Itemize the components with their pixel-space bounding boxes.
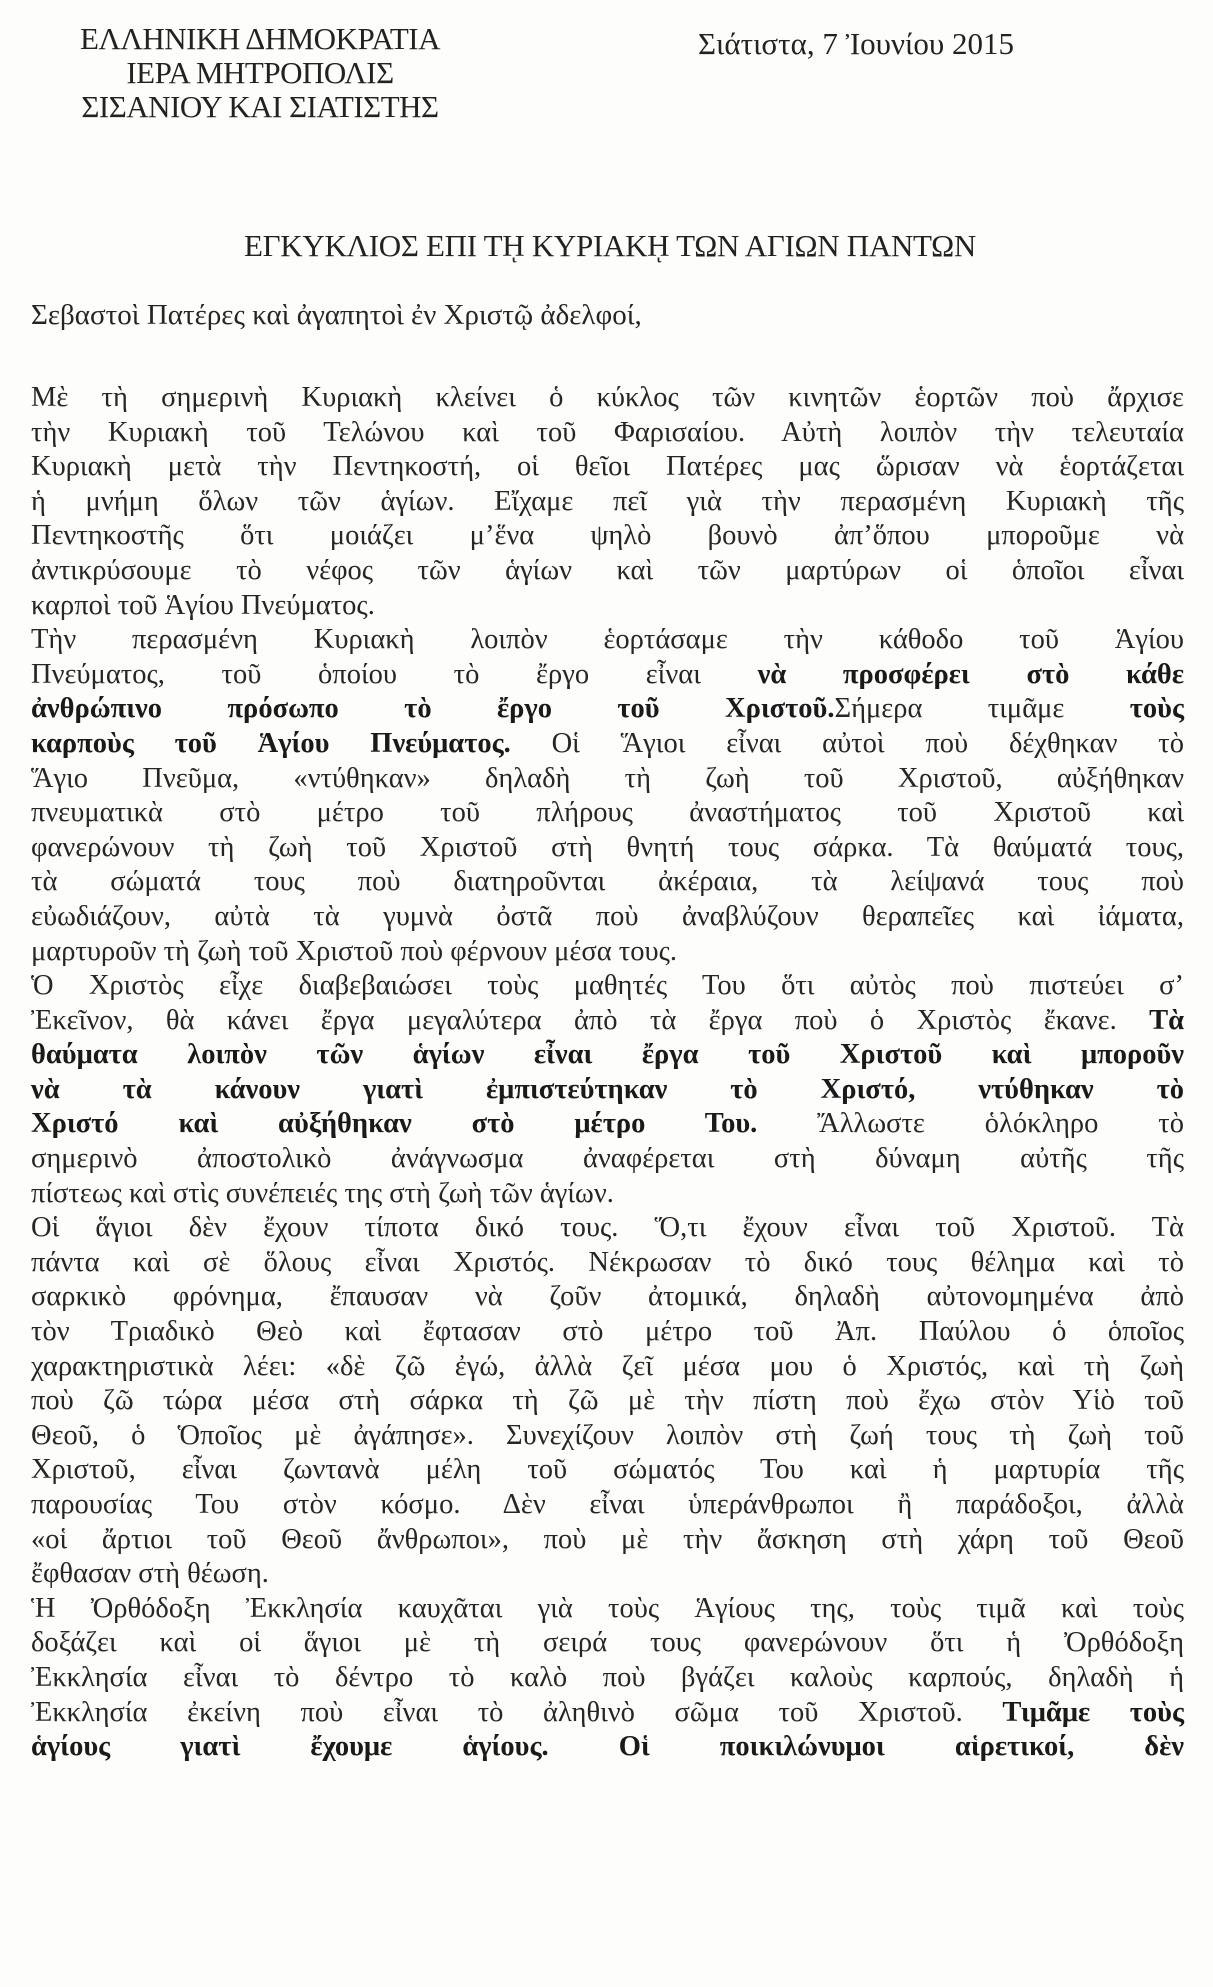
- body-line: [31, 519, 1184, 554]
- body-line: [31, 1453, 1184, 1488]
- issuer-line-diocese: ΣΙΣΑΝΙΟΥ ΚΑΙ ΣΙΑΤΙΣΤΗΣ: [81, 89, 439, 124]
- body-text: σημερινὸ ἀποστολικὸ ἀνάγνωσμα ἀναφέρεται στὴ δύναμη αὐτῆς τῆς: [31, 1143, 1184, 1175]
- body-text: Ἡ Ὀρθόδοξη Ἐκκλησία καυχᾶται γιὰ τοὺς Ἁγίους της, τοὺς τιμᾶ καὶ τοὺς: [31, 1592, 1184, 1624]
- body-text: ἔφθασαν στὴ θέωση.: [31, 1558, 269, 1590]
- body-line: [31, 1557, 1184, 1592]
- body-text: παρουσίας Του στὸν κόσμο. Δὲν εἶναι ὑπεράνθρωποι ἢ παράδοξοι, ἀλλὰ: [31, 1489, 1184, 1520]
- body-text: Σήμερα τιμᾶμε: [834, 693, 1130, 725]
- body-line: [31, 1211, 1184, 1246]
- body-text: «οἱ ἄρτιοι τοῦ Θεοῦ ἄνθρωποι», ποὺ μὲ τὴν ἄσκηση στὴ χάρη τοῦ Θεοῦ: [31, 1523, 1184, 1555]
- body-line: [31, 450, 1184, 485]
- body-line: [31, 1488, 1184, 1523]
- body-line: [31, 865, 1184, 900]
- body-text: Ἅγιο Πνεῦμα, «ντύθηκαν» δηλαδὴ τὴ ζωὴ τοῦ Χριστοῦ, αὐξήθηκαν: [31, 762, 1184, 794]
- body-text: Πνεύματος, τοῦ ὁποίου τὸ ἔργο εἶναι: [31, 658, 758, 690]
- body-line: [31, 623, 1184, 658]
- body-line: [31, 416, 1184, 451]
- body-text: τὴν Κυριακὴ τοῦ Τελώνου καὶ τοῦ Φαρισαίου. Αὐτὴ λοιπὸν τὴν τελευταία: [31, 416, 1184, 448]
- emphasis-text: νὰ προσφέρει στὸ κάθε: [757, 658, 1184, 690]
- body-text: Ἄλλωστε ὁλόκληρο τὸ: [757, 1108, 1184, 1140]
- body-line: [31, 1696, 1184, 1731]
- body-line: [31, 1384, 1184, 1419]
- body-line: [31, 1107, 1184, 1142]
- body-line: [31, 1038, 1184, 1073]
- body-text: Ἐκκλησία ἐκείνη ποὺ εἶναι τὸ ἀληθινὸ σῶμα τοῦ Χριστοῦ.: [31, 1696, 1003, 1728]
- body-text: εὐωδιάζουν, αὐτὰ τὰ γυμνὰ ὀστᾶ ποὺ ἀναβλύζουν θεραπεῖες καὶ ἰάματα,: [31, 900, 1184, 932]
- body-line: [31, 1626, 1184, 1661]
- body-line: [31, 381, 1184, 416]
- body-line: [31, 900, 1184, 935]
- body-text: σαρκικὸ φρόνημα, ἔπαυσαν νὰ ζοῦν ἀτομικά, δηλαδὴ αὐτονομημένα ἀπὸ: [31, 1281, 1184, 1313]
- emphasis-text: νὰ τὰ κάνουν γιατὶ ἐμπιστεύτηκαν τὸ Χριστό, ντύθηκαν τὸ: [31, 1073, 1184, 1105]
- issuer-header: [40, 22, 480, 124]
- body-text: Χριστοῦ, εἶναι ζωντανὰ μέλη τοῦ σώματός Του καὶ ἡ μαρτυρία τῆς: [31, 1454, 1184, 1486]
- emphasis-text: Τιμᾶμε τοὺς: [1002, 1696, 1184, 1728]
- emphasis-text: ἀνθρώπινο πρόσωπο τὸ ἔργο τοῦ Χριστοῦ.: [31, 693, 835, 725]
- body-text: Θεοῦ, ὁ Ὁποῖος μὲ ἀγάπησε». Συνεχίζουν λοιπὸν στὴ ζωή τους τὴ ζωὴ τοῦ: [31, 1419, 1184, 1451]
- body-line: [31, 692, 1184, 727]
- body-line: [31, 1177, 1184, 1212]
- body-line: [31, 727, 1184, 762]
- body-text: Ἐκκλησία εἶναι τὸ δέντρο τὸ καλὸ ποὺ βγάζει καλοὺς καρπούς, δηλαδὴ ἡ: [31, 1661, 1184, 1693]
- body-line: [31, 796, 1184, 831]
- body-text: ἀντικρύσουμε τὸ νέφος τῶν ἁγίων καὶ τῶν μαρτύρων οἱ ὁποῖοι εἶναι: [31, 554, 1184, 586]
- issuer-line-country: ΕΛΛΗΝΙΚΗ ΔΗΜΟΚΡΑΤΙΑ: [79, 21, 441, 56]
- body-text: Τὴν περασμένη Κυριακὴ λοιπὸν ἑορτάσαμε τὴν κάθοδο τοῦ Ἁγίου: [31, 624, 1184, 656]
- body-line: [31, 762, 1184, 797]
- body-text: Μὲ τὴ σημερινὴ Κυριακὴ κλείνει ὁ κύκλος τῶν κινητῶν ἑορτῶν ποὺ ἄρχισε: [31, 382, 1184, 413]
- body-text: φανερώνουν τὴ ζωὴ τοῦ Χριστοῦ στὴ θνητή τους σάρκα. Τὰ θαύματά τους,: [31, 831, 1184, 863]
- body-text: πάντα καὶ σὲ ὅλους εἶναι Χριστός. Νέκρωσαν τὸ δικό τους θέλημα καὶ τὸ: [31, 1246, 1184, 1278]
- body-text: ἡ μνήμη ὅλων τῶν ἁγίων. Εἴχαμε πεῖ γιὰ τὴν περασμένη Κυριακὴ τῆς: [31, 485, 1184, 517]
- issuer-line-metropolis: ΙΕΡΑ ΜΗΤΡΟΠΟΛΙΣ: [126, 55, 394, 90]
- body-text: πίστεως καὶ στὶς συνέπειές της στὴ ζωὴ τῶν ἁγίων.: [31, 1177, 614, 1209]
- document-title: ΕΓΚΥΚΛΙΟΣ ΕΠΙ Τῌ ΚΥΡΙΑΚῌ ΤΩΝ ΑΓΙΩΝ ΠΑΝΤΩΝ: [244, 228, 976, 263]
- salutation: Σεβαστοὶ Πατέρες καὶ ἀγαπητοὶ ἐν Χριστῷ ἀδελφοί,: [31, 299, 642, 331]
- body-text: καρποὶ τοῦ Ἁγίου Πνεύματος.: [31, 589, 375, 621]
- body-line: [31, 1350, 1184, 1385]
- body-text: Οἱ ἅγιοι δὲν ἔχουν τίποτα δικό τους. Ὅ,τι ἔχουν εἶναι τοῦ Χριστοῦ. Τὰ: [31, 1212, 1184, 1244]
- body-text: Κυριακὴ μετὰ τὴν Πεντηκοστή, οἱ θεῖοι Πατέρες μας ὥρισαν νὰ ἑορτάζεται: [31, 451, 1184, 483]
- emphasis-text: τοὺς: [1129, 693, 1184, 725]
- body-text: μαρτυροῦν τὴ ζωὴ τοῦ Χριστοῦ ποὺ φέρνουν μέσα τους.: [31, 935, 678, 967]
- body-text: τὸν Τριαδικὸ Θεὸ καὶ ἔφτασαν στὸ μέτρο τοῦ Ἀπ. Παύλου ὁ ὁποῖος: [31, 1316, 1184, 1348]
- body-line: [31, 485, 1184, 520]
- body-line: [31, 1004, 1184, 1039]
- letter-body: [31, 381, 1184, 1765]
- emphasis-text: Χριστό καὶ αὐξήθηκαν στὸ μέτρο Του.: [31, 1108, 758, 1140]
- body-text: ποὺ ζῶ τώρα μέσα στὴ σάρκα τὴ ζῶ μὲ τὴν πίστη ποὺ ἔχω στὸν Υἱὸ τοῦ: [31, 1385, 1184, 1417]
- body-line: [31, 554, 1184, 589]
- body-line: [31, 1661, 1184, 1696]
- body-line: [31, 935, 1184, 970]
- body-line: [31, 1073, 1184, 1108]
- body-line: [31, 969, 1184, 1004]
- body-text: Πεντηκοστῆς ὅτι μοιάζει μ’ἕνα ψηλὸ βουνὸ ἀπ’ὅπου μποροῦμε νὰ: [31, 520, 1184, 552]
- body-text: Ἐκεῖνον, θὰ κάνει ἔργα μεγαλύτερα ἀπὸ τὰ ἔργα ποὺ ὁ Χριστὸς ἔκανε.: [31, 1004, 1150, 1036]
- body-text: πνευματικὰ στὸ μέτρο τοῦ πλήρους ἀναστήματος τοῦ Χριστοῦ καὶ: [31, 797, 1184, 829]
- body-text: δοξάζει καὶ οἱ ἅγιοι μὲ τὴ σειρά τους φανερώνουν ὅτι ἡ Ὀρθόδοξη: [31, 1627, 1184, 1659]
- emphasis-text: καρποὺς τοῦ Ἁγίου Πνεύματος.: [31, 727, 511, 759]
- document-date: Σιάτιστα, 7 Ἰουνίου 2015: [698, 26, 1014, 61]
- body-line: [31, 1523, 1184, 1558]
- emphasis-text: ἁγίους γιατὶ ἔχουμε ἁγίους. Οἱ ποικιλώνυμοι αἱρετικοί, δὲν: [31, 1731, 1184, 1763]
- body-line: [31, 658, 1184, 693]
- body-line: [31, 1592, 1184, 1627]
- body-text: Ὁ Χριστὸς εἶχε διαβεβαιώσει τοὺς μαθητές Του ὅτι αὐτὸς ποὺ πιστεύει σ’: [31, 970, 1184, 1002]
- body-line: [31, 1730, 1184, 1765]
- body-line: [31, 1315, 1184, 1350]
- body-text: Οἱ Ἅγιοι εἶναι αὐτοὶ ποὺ δέχθηκαν τὸ: [510, 727, 1184, 759]
- body-line: [31, 1142, 1184, 1177]
- body-line: [31, 589, 1184, 624]
- body-line: [31, 1419, 1184, 1454]
- body-line: [31, 831, 1184, 866]
- body-text: χαρακτηριστικὰ λέει: «δὲ ζῶ ἐγώ, ἀλλὰ ζεῖ μέσα μου ὁ Χριστός, καὶ τὴ ζωὴ: [31, 1350, 1184, 1382]
- body-line: [31, 1280, 1184, 1315]
- emphasis-text: θαύματα λοιπὸν τῶν ἁγίων εἶναι ἔργα τοῦ Χριστοῦ καὶ μποροῦν: [31, 1039, 1184, 1071]
- body-text: τὰ σώματά τους ποὺ διατηροῦνται ἀκέραια, τὰ λείψανά τους ποὺ: [31, 866, 1184, 898]
- body-line: [31, 1246, 1184, 1281]
- emphasis-text: Τὰ: [1149, 1004, 1184, 1036]
